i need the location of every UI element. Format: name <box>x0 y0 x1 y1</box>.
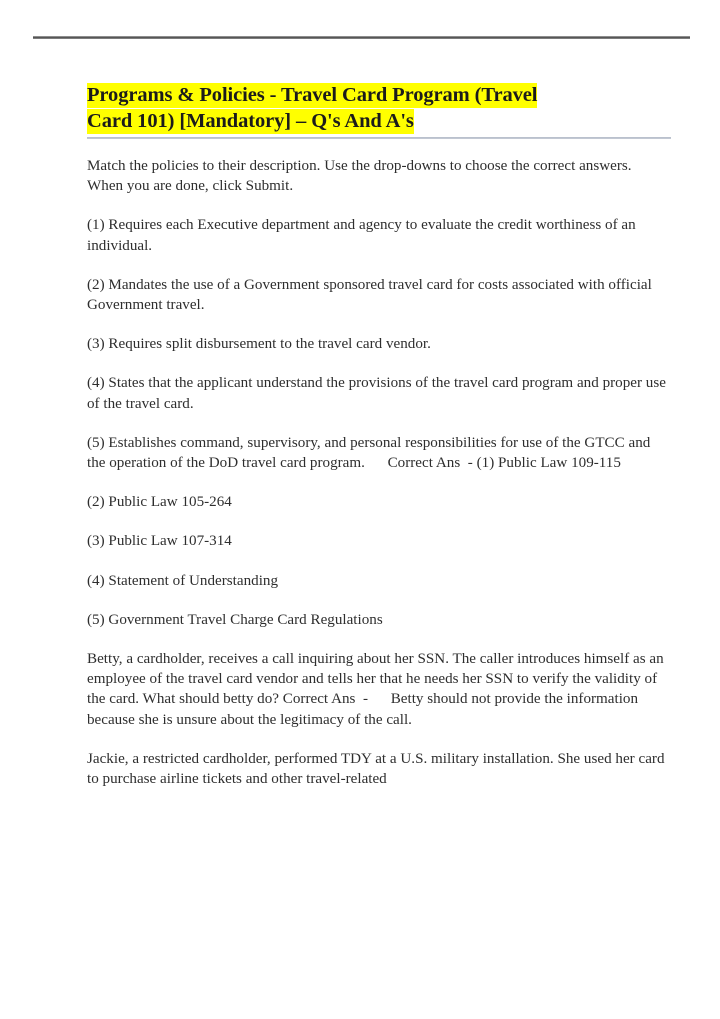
page-title-line-2: Card 101) [Mandatory] – Q's And A's <box>87 110 414 132</box>
paragraph-answer-5: (5) Government Travel Charge Card Regulations <box>87 611 383 628</box>
paragraph-betty-scenario: Betty, a cardholder, receives a call inquiring about her SSN. The caller introduces himself as an employee of the travel card vendor and tells her that he needs her SSN to verify the validity of the card. What should betty do? Correct Ans - Betty should not provide the information because she is unsure about the legitimacy of the call. <box>87 651 668 728</box>
paragraph-policy-item-1: (1) Requires each Executive department and agency to evaluate the credit worthiness of an individual. <box>87 217 640 254</box>
paragraph-policy-item-2: (2) Mandates the use of a Government sponsored travel card for costs associated with official Government travel. <box>87 276 656 314</box>
page-title-line-1: Programs & Policies - Travel Card Program (Travel <box>87 84 538 106</box>
document-body <box>87 156 671 789</box>
paragraph-policy-item-3: (3) Requires split disbursement to the travel card vendor. <box>87 336 431 353</box>
paragraph-answer-2: (2) Public Law 105-264 <box>87 494 232 511</box>
page-title <box>87 82 607 134</box>
paragraph-policy-item-5-with-answer: (5) Establishes command, supervisory, and personal responsibilities for use of the GTCC and the operation of the DoD travel card program. Correct Ans - (1) Public Law 109-115 <box>87 434 655 472</box>
paragraph-policy-item-4: (4) States that the applicant understand the provisions of the travel card program and proper use of the travel card. <box>87 375 670 412</box>
paragraph-answer-4: (4) Statement of Understanding <box>87 572 279 589</box>
page-top-divider <box>33 36 690 39</box>
paragraph-answer-3: (3) Public Law 107-314 <box>87 533 232 550</box>
document-content <box>87 82 671 789</box>
paragraph-instructions: Match the policies to their description. Use the drop-downs to choose the correct answers. When you are done, click Submit. <box>87 158 636 195</box>
paragraph-jackie-scenario: Jackie, a restricted cardholder, performed TDY at a U.S. military installation. She used her card to purchase airline tickets and other travel-related <box>87 750 669 788</box>
title-divider <box>87 137 671 139</box>
